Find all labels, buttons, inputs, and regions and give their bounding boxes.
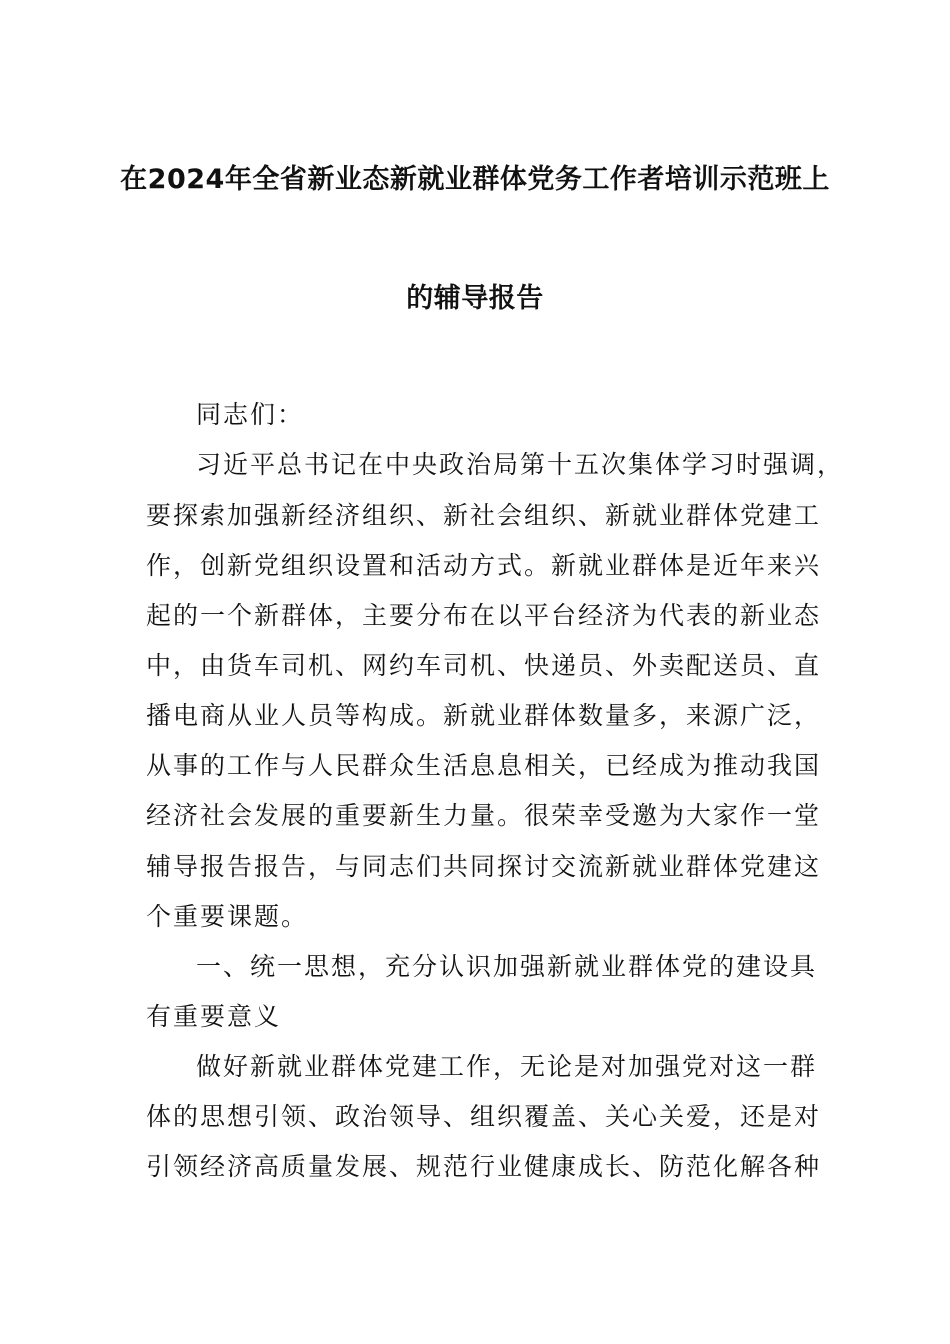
body-line: 做好新就业群体党建工作，无论是对加强党对这一群 [196,1052,818,1081]
salutation: 同志们： [196,400,305,429]
section-heading: 一、统一思想，充分认识加强新就业群体党的建设具 [196,952,818,981]
body-line: 经济社会发展的重要新生力量。很荣幸受邀为大家作一堂 [146,801,822,830]
body-line: 起的一个新群体，主要分布在以平台经济为代表的新业态 [146,601,822,630]
section-heading-continued: 有重要意义 [146,1002,282,1031]
body-line: 作，创新党组织设置和活动方式。新就业群体是近年来兴 [146,551,822,580]
body-line: 辅导报告报告，与同志们共同探讨交流新就业群体党建这 [146,852,822,881]
body-line: 从事的工作与人民群众生活息息相关，已经成为推动我国 [146,751,822,780]
document-title-line-2: 的辅导报告 [406,283,544,314]
body-line: 播电商从业人员等构成。新就业群体数量多，来源广泛， [146,701,822,730]
body-line: 体的思想引领、政治领导、组织覆盖、关心关爱，还是对 [146,1102,822,1131]
body-line: 个重要课题。 [146,902,309,931]
body-line: 引领经济高质量发展、规范行业健康成长、防范化解各种 [146,1152,822,1181]
body-line: 习近平总书记在中央政治局第十五次集体学习时强调， [196,450,845,479]
body-line: 要探索加强新经济组织、新社会组织、新就业群体党建工 [146,501,822,530]
document-title-line-1: 在2024年全省新业态新就业群体党务工作者培训示范班上 [120,164,830,195]
body-line: 中，由货车司机、网约车司机、快递员、外卖配送员、直 [146,651,822,680]
